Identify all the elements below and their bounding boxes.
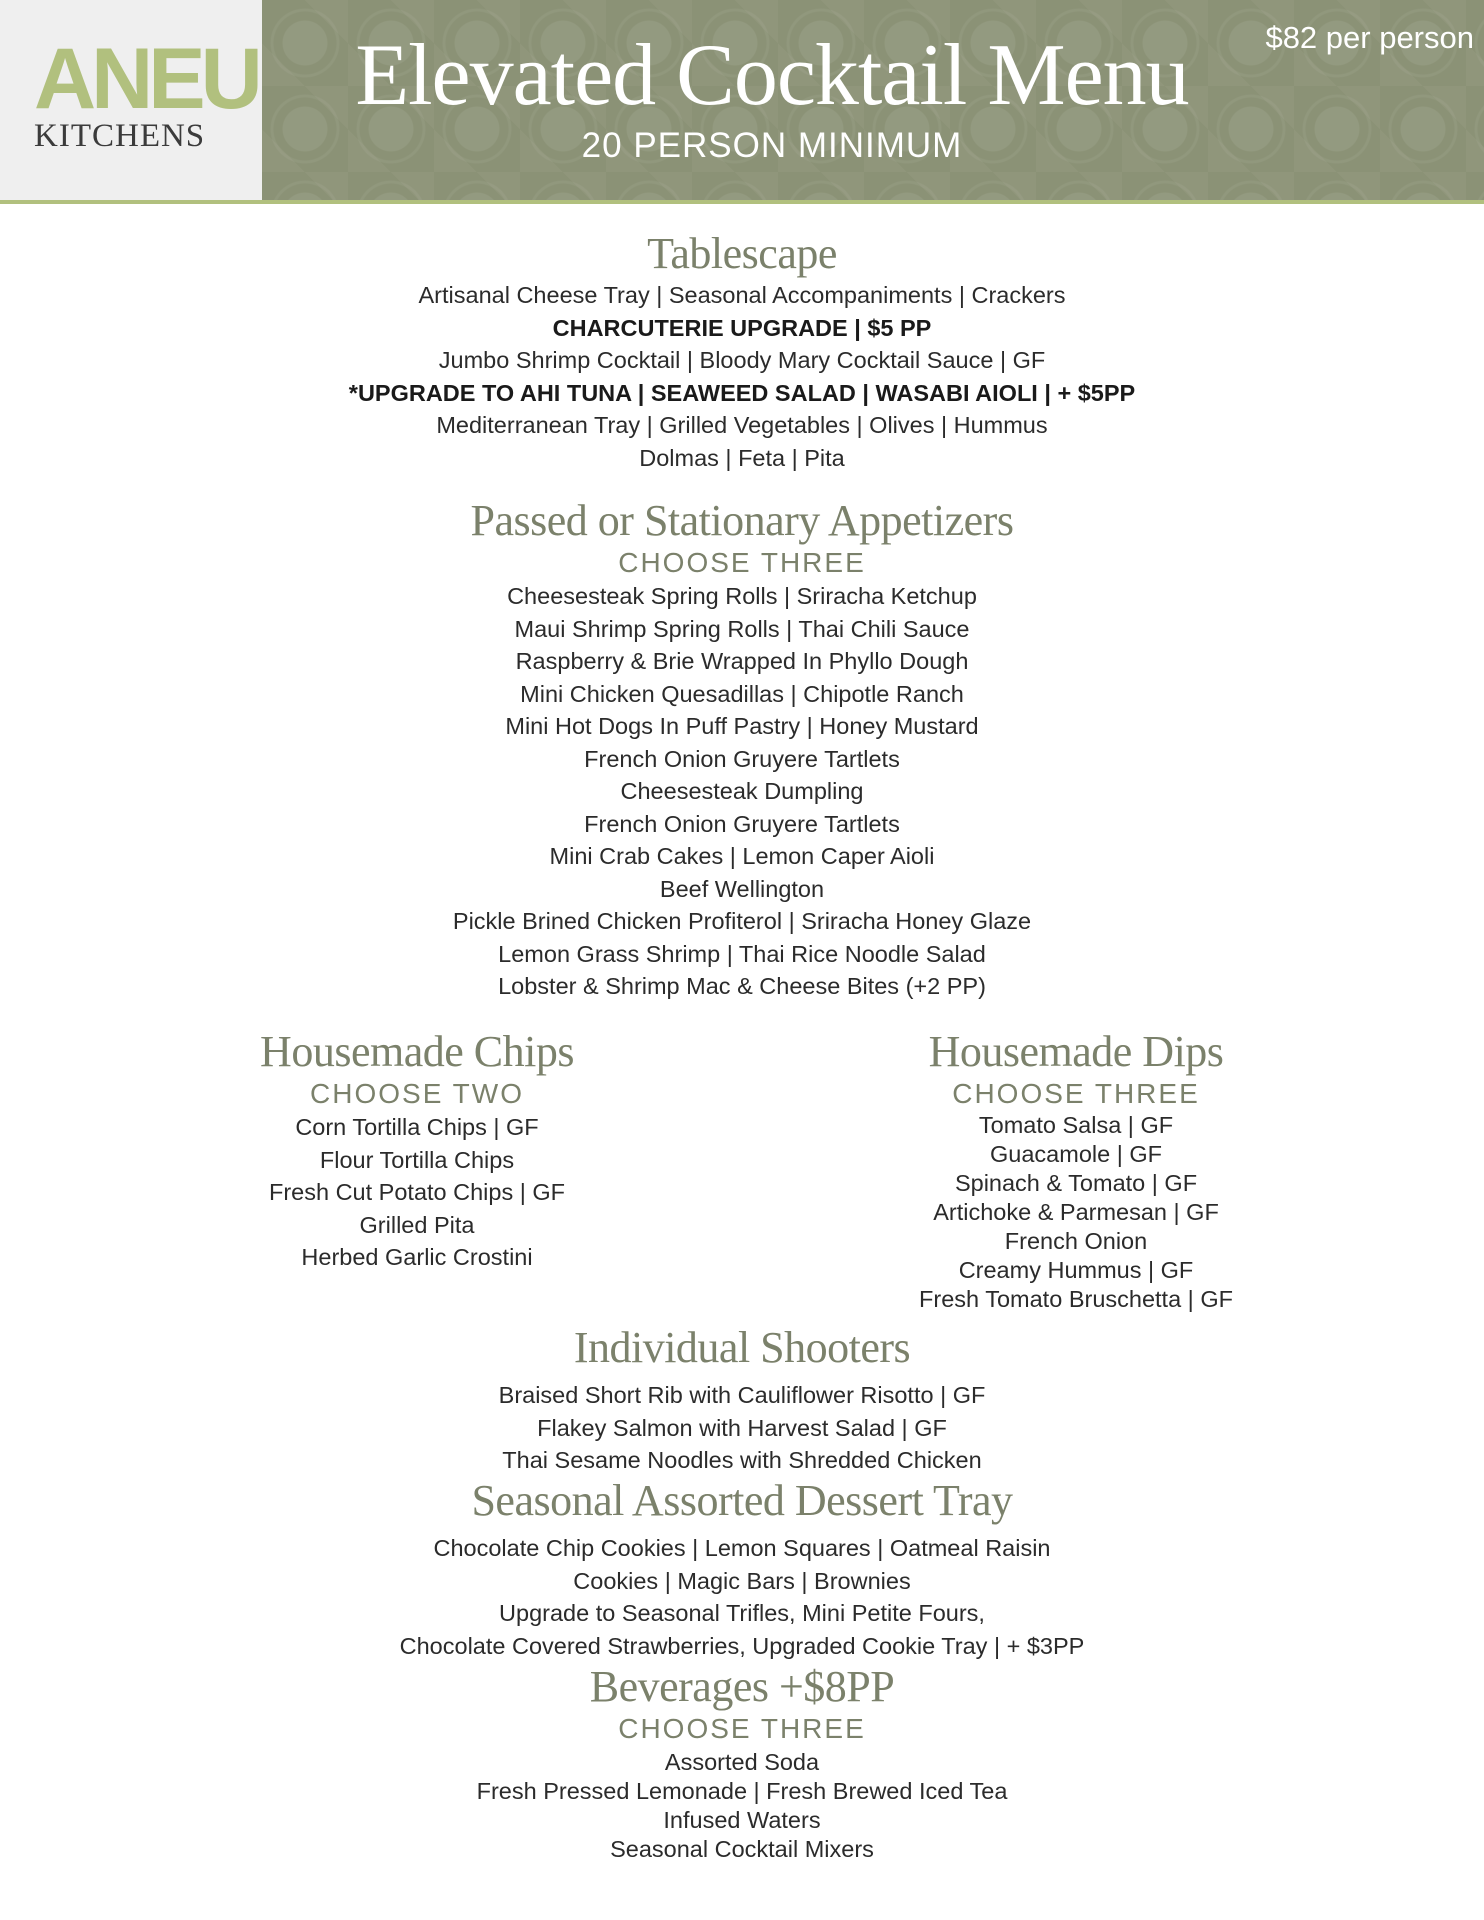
- section-dips: [876, 1027, 1276, 1314]
- section-title: Individual Shooters: [573, 1323, 911, 1372]
- menu-item: French Onion: [1004, 1228, 1148, 1254]
- menu-item: Flakey Salmon with Harvest Salad | GF: [537, 1414, 947, 1441]
- menu-item: Lobster & Shrimp Mac & Cheese Bites (+2 PP): [498, 973, 986, 999]
- logo-subtitle: KITCHENS: [34, 118, 206, 154]
- section-shooters: [342, 1323, 1142, 1477]
- appetizers-list: [242, 580, 1242, 1003]
- section-title: Passed or Stationary Appetizers: [470, 496, 1014, 545]
- menu-item: Corn Tortilla Chips | GF: [295, 1114, 539, 1140]
- menu-item: Fresh Cut Potato Chips | GF: [268, 1179, 566, 1205]
- menu-item: Flour Tortilla Chips: [319, 1146, 515, 1173]
- shooters-list: [342, 1379, 1142, 1477]
- menu-item: Tomato Salsa | GF: [978, 1112, 1174, 1138]
- minimum-note: 20 PERSON MINIMUM: [581, 126, 963, 165]
- menu-item: Dolmas | Feta | Pita: [639, 444, 845, 471]
- menu-item: Mini Chicken Quesadillas | Chipotle Ranch: [520, 680, 964, 707]
- menu-item: Herbed Garlic Crostini: [301, 1244, 533, 1270]
- menu-item: *UPGRADE TO AHI TUNA | SEAWEED SALAD | WASABI AIOLI | + $5PP: [348, 379, 1136, 406]
- menu-item: Grilled Pita: [359, 1211, 475, 1238]
- menu-item: CHARCUTERIE UPGRADE | $5 PP: [552, 314, 932, 341]
- page-title: Elevated Cocktail Menu: [355, 27, 1189, 124]
- tablescape-list: [242, 279, 1242, 474]
- menu-item: Artichoke & Parmesan | GF: [933, 1199, 1219, 1225]
- header-divider: [0, 200, 1484, 204]
- section-title: Beverages +$8PP: [589, 1662, 895, 1711]
- menu-item: Raspberry & Brie Wrapped In Phyllo Dough: [515, 648, 969, 674]
- menu-item: Fresh Pressed Lemonade | Fresh Brewed Iced Tea: [476, 1778, 1008, 1804]
- menu-item: Pickle Brined Chicken Profiterol | Sriracha Honey Glaze: [452, 908, 1032, 934]
- section-beverages: [442, 1662, 1042, 1864]
- logo: [0, 0, 262, 200]
- section-chips: [217, 1027, 617, 1274]
- section-title: Housemade Chips: [260, 1027, 574, 1076]
- menu-item: Guacamole | GF: [990, 1141, 1162, 1167]
- menu-item: Seasonal Cocktail Mixers: [610, 1836, 874, 1862]
- section-title: Tablescape: [647, 229, 837, 278]
- menu-item: Spinach & Tomato | GF: [954, 1170, 1198, 1196]
- menu-item: Mini Crab Cakes | Lemon Caper Aioli: [549, 843, 935, 869]
- menu-item: Creamy Hummus | GF: [958, 1257, 1194, 1283]
- menu-item: Cheesesteak Spring Rolls | Sriracha Ketchup: [507, 583, 977, 609]
- beverages-list: [442, 1748, 1042, 1864]
- menu-item: Artisanal Cheese Tray | Seasonal Accompaniments | Crackers: [418, 282, 1066, 308]
- menu-item: French Onion Gruyere Tartlets: [584, 810, 900, 837]
- menu-item: Maui Shrimp Spring Rolls | Thai Chili Sauce: [514, 615, 970, 642]
- menu-item: Upgrade to Seasonal Trifles, Mini Petite Fours,: [499, 1600, 985, 1626]
- section-tablescape: [242, 229, 1242, 474]
- menu-item: Fresh Tomato Bruschetta | GF: [919, 1286, 1233, 1312]
- menu-item: Lemon Grass Shrimp | Thai Rice Noodle Salad: [498, 940, 986, 967]
- price-per-person: $82 per person: [1265, 20, 1474, 55]
- menu-item: Jumbo Shrimp Cocktail | Bloody Mary Cocktail Sauce | GF: [438, 347, 1046, 373]
- section-dessert: [292, 1476, 1192, 1662]
- choose-note: CHOOSE THREE: [952, 1078, 1200, 1109]
- header: [0, 0, 1484, 200]
- section-appetizers: [242, 496, 1242, 1003]
- menu-item: Cookies | Magic Bars | Brownies: [573, 1567, 911, 1594]
- section-title: Seasonal Assorted Dessert Tray: [471, 1476, 1013, 1525]
- dips-list: [876, 1111, 1276, 1314]
- section-title: Housemade Dips: [928, 1027, 1224, 1076]
- menu-item: Braised Short Rib with Cauliflower Risotto | GF: [498, 1382, 986, 1408]
- menu-item: Beef Wellington: [659, 875, 825, 902]
- menu-item: Thai Sesame Noodles with Shredded Chicken: [502, 1447, 982, 1473]
- menu-item: Chocolate Chip Cookies | Lemon Squares | Oatmeal Raisin: [433, 1535, 1051, 1561]
- choose-note: CHOOSE THREE: [618, 547, 866, 578]
- dessert-list: [292, 1532, 1192, 1662]
- menu-item: Infused Waters: [663, 1807, 821, 1833]
- menu-item: Mini Hot Dogs In Puff Pastry | Honey Mustard: [505, 713, 979, 739]
- chips-list: [217, 1111, 617, 1274]
- menu-item: French Onion Gruyere Tartlets: [584, 745, 900, 772]
- menu-item: Mediterranean Tray | Grilled Vegetables | Olives | Hummus: [436, 412, 1048, 438]
- logo-wordmark: ANEU: [34, 31, 258, 127]
- choose-note: CHOOSE THREE: [618, 1713, 866, 1744]
- menu-item: Chocolate Covered Strawberries, Upgraded Cookie Tray | + $3PP: [399, 1632, 1085, 1659]
- menu-item: Cheesesteak Dumpling: [620, 778, 864, 804]
- choose-note: CHOOSE TWO: [310, 1078, 524, 1109]
- menu-item: Assorted Soda: [664, 1749, 820, 1775]
